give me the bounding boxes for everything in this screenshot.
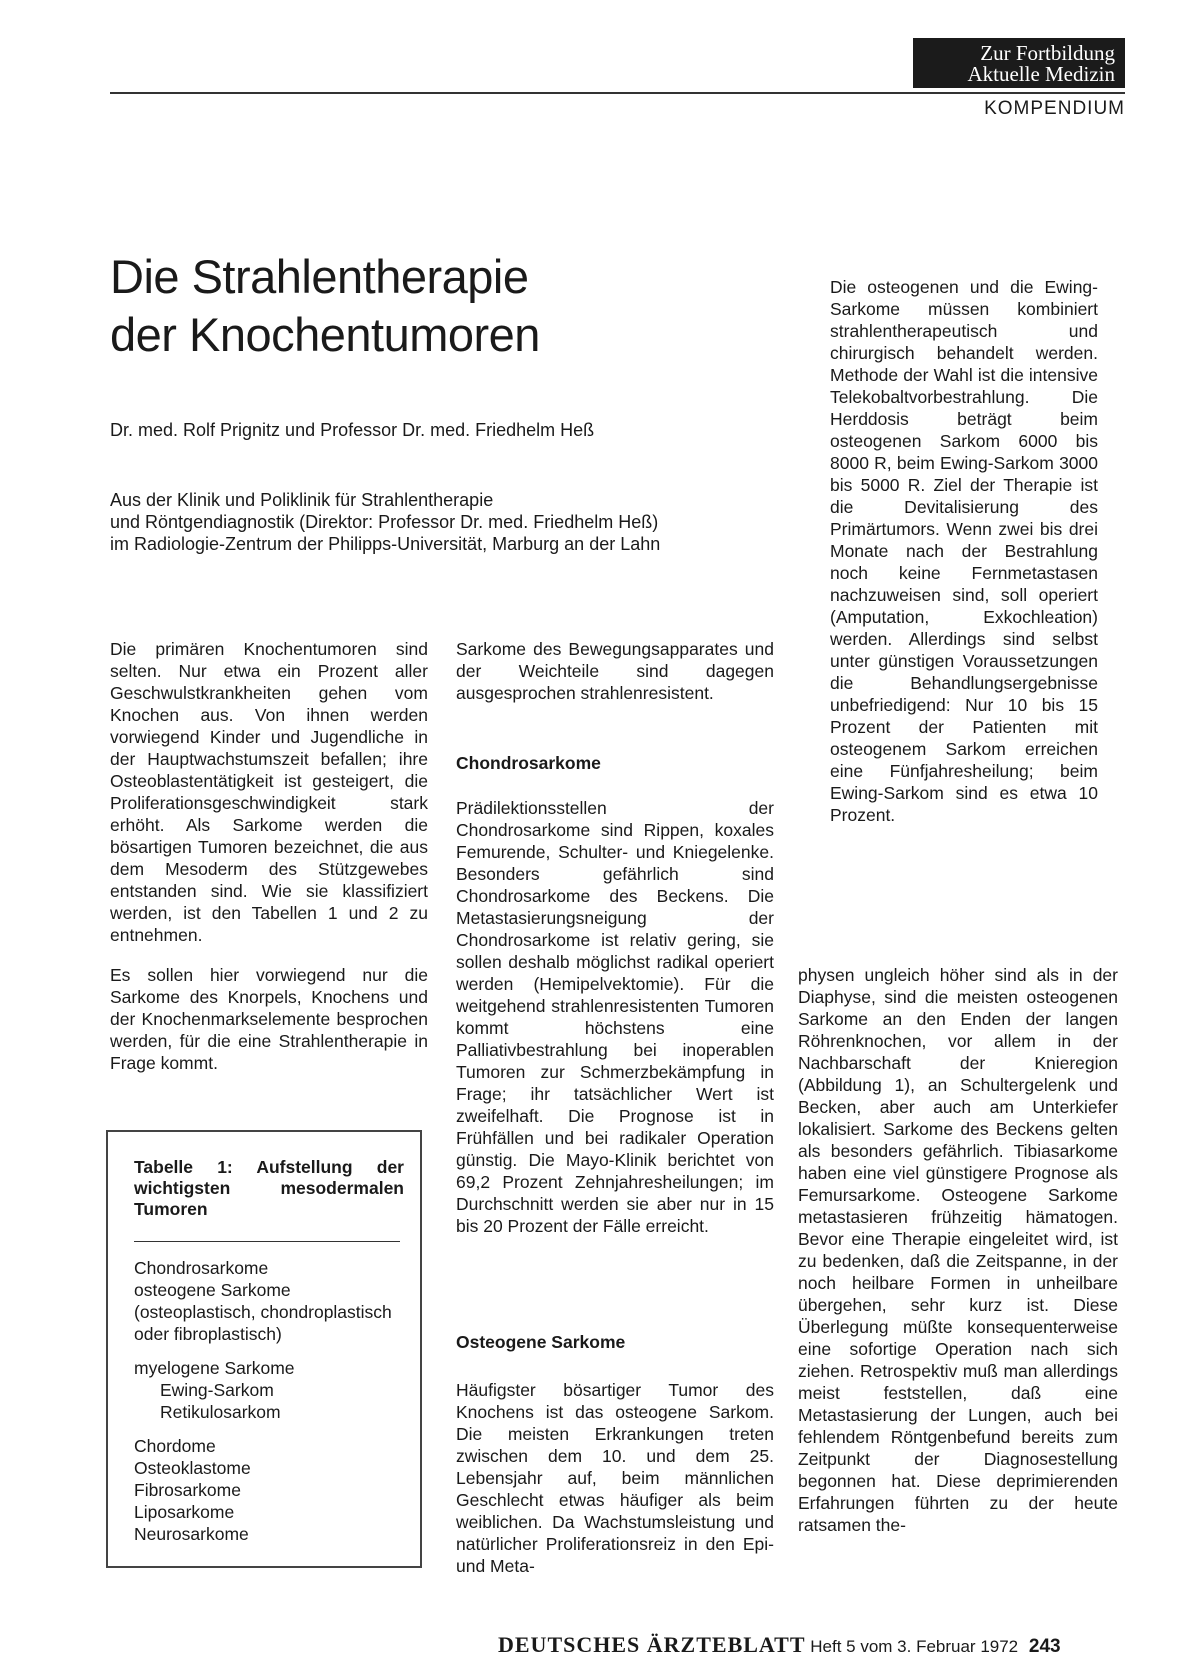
paragraph: Die primären Knochentumoren sind selten. Nur etwa ein Prozent aller Geschwulstkrankheiten gehen vom Knochen aus. Von ihnen werden vorwiegend Kinder und Jugendliche in der Hauptwachstumszeit befallen; ihre Osteoblastentätigkeit ist gesteigert, die Proliferationsgeschwindigkeit stark erhöht. Als Sarkome werden die bösartigen Tumoren bezeichnet, die aus dem Mesoderm des Stützgewebes entstanden sind. Wie sie klassifiziert werden, ist den Tabellen 1 und 2 zu entnehmen. bbox=[110, 639, 428, 945]
issue-info: Heft 5 vom 3. Februar 1972 bbox=[810, 1637, 1019, 1656]
paragraph: Prädilektionsstellen der Chondrosarkome sind Rippen, koxales Femurende, Schulter- und Kniegelenke. Besonders gefährlich sind Chondrosarkome des Beckens. Die Metastasierungsneigung der Chondrosarkome ist relativ gering, sie sollen deshalb möglichst radikal operiert werden (Hemipelvektomie). Für die weitgehend strahlenresistenten Tumoren kommt höchstens eine Palliativbestrahlung bei inoperablen Tumoren zur Schmerzbekämpfung in Frage; ihr tatsächlicher Wert ist zweifelhaft. Die Prognose ist in Frühfällen und bei radikaler Operation günstig. Die Mayo-Klinik berichtet von 69,2 Prozent Zehnjahresheilungen; im Durchschnitt werden sie aber nur in 15 bis 20 Prozent der Fälle erreicht. bbox=[456, 798, 774, 1236]
affiliation-line-2: und Röntgendiagnostik (Direktor: Professor Dr. med. Friedhelm Heß) bbox=[110, 512, 659, 532]
table-1-rule bbox=[134, 1241, 400, 1242]
body-column-3-bottom bbox=[798, 964, 1118, 1554]
body-column-2-section-2 bbox=[456, 1379, 774, 1595]
page-footer bbox=[498, 1632, 1123, 1658]
body-column-1 bbox=[110, 638, 428, 1092]
list-item: Chondrosarkome bbox=[134, 1258, 269, 1278]
list-item: osteogene Sarkome bbox=[134, 1280, 291, 1300]
header-rule bbox=[110, 92, 1125, 94]
title-line-1: Die Strahlentherapie bbox=[110, 250, 529, 303]
article-title bbox=[110, 248, 750, 364]
paragraph: Es sollen hier vorwiegend nur die Sarkome des Knorpels, Knochens und der Knochenmarkselemente besprochen werden, für die eine Strahlentherapie in Frage kommt. bbox=[110, 965, 428, 1073]
table-1-list bbox=[134, 1257, 414, 1557]
body-column-2 bbox=[456, 638, 774, 722]
list-item: Neurosarkome bbox=[134, 1524, 249, 1544]
affiliation-line-1: Aus der Klinik und Poliklinik für Strahlentherapie bbox=[110, 490, 494, 510]
list-item: Ewing-Sarkom bbox=[160, 1380, 274, 1400]
list-item: (osteoplastisch, chondroplastisch oder fibroplastisch) bbox=[134, 1302, 392, 1344]
paragraph: Die osteogenen und die Ewing-Sarkome müssen kombiniert strahlentherapeutisch und chirurgisch behandelt werden. Methode der Wahl ist die intensive Telekobaltvorbestrahlung. Die Herddosis beträgt beim osteogenen Sarkom 6000 bis 8000 R, beim Ewing-Sarkom 3000 bis 5000 R. Ziel der Therapie ist die Devitalisierung des Primärtumors. Wenn zwei bis drei Monate nach der Bestrahlung noch keine Fernmetastasen nachzuweisen sind, soll operiert (Amputation, Exkochleation) werden. Allerdings sind selbst unter günstigen Voraussetzungen die Behandlungsergebnisse unbefriedigend: Nur 10 bis 15 Prozent der Patienten mit osteogenem Sarkom erreichen eine Fünfjahresheilung; beim Ewing-Sarkom sind es etwa 10 Prozent. bbox=[830, 277, 1098, 825]
paragraph: Sarkome des Bewegungsapparates und der Weichteile sind dagegen ausgesprochen strahlenresistent. bbox=[456, 639, 774, 703]
list-item: Liposarkome bbox=[134, 1502, 235, 1522]
page-number: 243 bbox=[1028, 1636, 1061, 1657]
article-affiliation bbox=[110, 489, 770, 555]
table-group bbox=[134, 1257, 414, 1345]
rubric-line-1: Zur Fortbildung bbox=[980, 41, 1115, 65]
table-group bbox=[134, 1435, 414, 1545]
paragraph: physen ungleich höher sind als in der Diaphyse, sind die meisten osteogenen Sarkome an den Enden der langen Röhrenknochen, vor allem in der Nachbarschaft der Knieregion (Abbildung 1), an Schultergelenk und Becken, aber auch am Unterkiefer lokalisiert. Sarkome des Beckens gelten als besonders gefährlich. Tibiasarkome haben eine viel günstigere Prognose als Femursarkome. Osteogene Sarkome metastasieren frühzeitig hämatogen. Bevor eine Therapie eingeleitet wird, ist zu bedenken, daß die Zeitspanne, in der noch heilbare Formen in unheilbare übergehen, sehr kurz ist. Diese Überlegung müßte konsequenterweise eine sofortige Operation nach sich ziehen. Retrospektiv muß man allerdings meist feststellen, daß eine Metastasierung der Lungen, auch bei fehlendem Röntgenbefund bereits zum Zeitpunkt der Diagnosestellung begonnen hat. Diese deprimierenden Erfahrungen führten zu der heute ratsamen the- bbox=[798, 965, 1118, 1535]
list-item: Chordome bbox=[134, 1436, 216, 1456]
table-1-title: Tabelle 1: Aufstellung der wichtigsten mesodermalen Tumoren bbox=[134, 1157, 404, 1219]
table-group bbox=[134, 1357, 414, 1423]
heading-chondrosarkome: Chondrosarkome bbox=[456, 753, 601, 773]
body-column-2-section-1 bbox=[456, 797, 774, 1255]
heading-osteogene-sarkome: Osteogene Sarkome bbox=[456, 1332, 626, 1352]
list-item: Osteoklastome bbox=[134, 1458, 251, 1478]
paragraph: Häufigster bösartiger Tumor des Knochens ist das osteogene Sarkom. Die meisten Erkrankungen treten zwischen dem 10. und dem 25. Lebensjahr auf, beim männlichen Geschlecht etwas häufiger als beim weiblichen. Da Wachstumsleistung und natürlicher Proliferationsreiz in den Epi- und Meta- bbox=[456, 1380, 774, 1576]
title-line-2: der Knochentumoren bbox=[110, 308, 540, 361]
section-rubric bbox=[913, 38, 1125, 88]
list-item: Retikulosarkom bbox=[160, 1402, 281, 1422]
article-authors: Dr. med. Rolf Prignitz und Professor Dr. med. Friedhelm Heß bbox=[110, 420, 595, 440]
section-label: KOMPENDIUM bbox=[984, 98, 1125, 119]
journal-name: DEUTSCHES ÄRZTEBLATT bbox=[498, 1632, 806, 1657]
list-item: myelogene Sarkome bbox=[134, 1358, 295, 1378]
affiliation-line-3: im Radiologie-Zentrum der Philipps-Universität, Marburg an der Lahn bbox=[110, 534, 661, 554]
rubric-line-2: Aktuelle Medizin bbox=[967, 62, 1115, 86]
list-item: Fibrosarkome bbox=[134, 1480, 241, 1500]
body-column-3-top bbox=[830, 276, 1098, 844]
